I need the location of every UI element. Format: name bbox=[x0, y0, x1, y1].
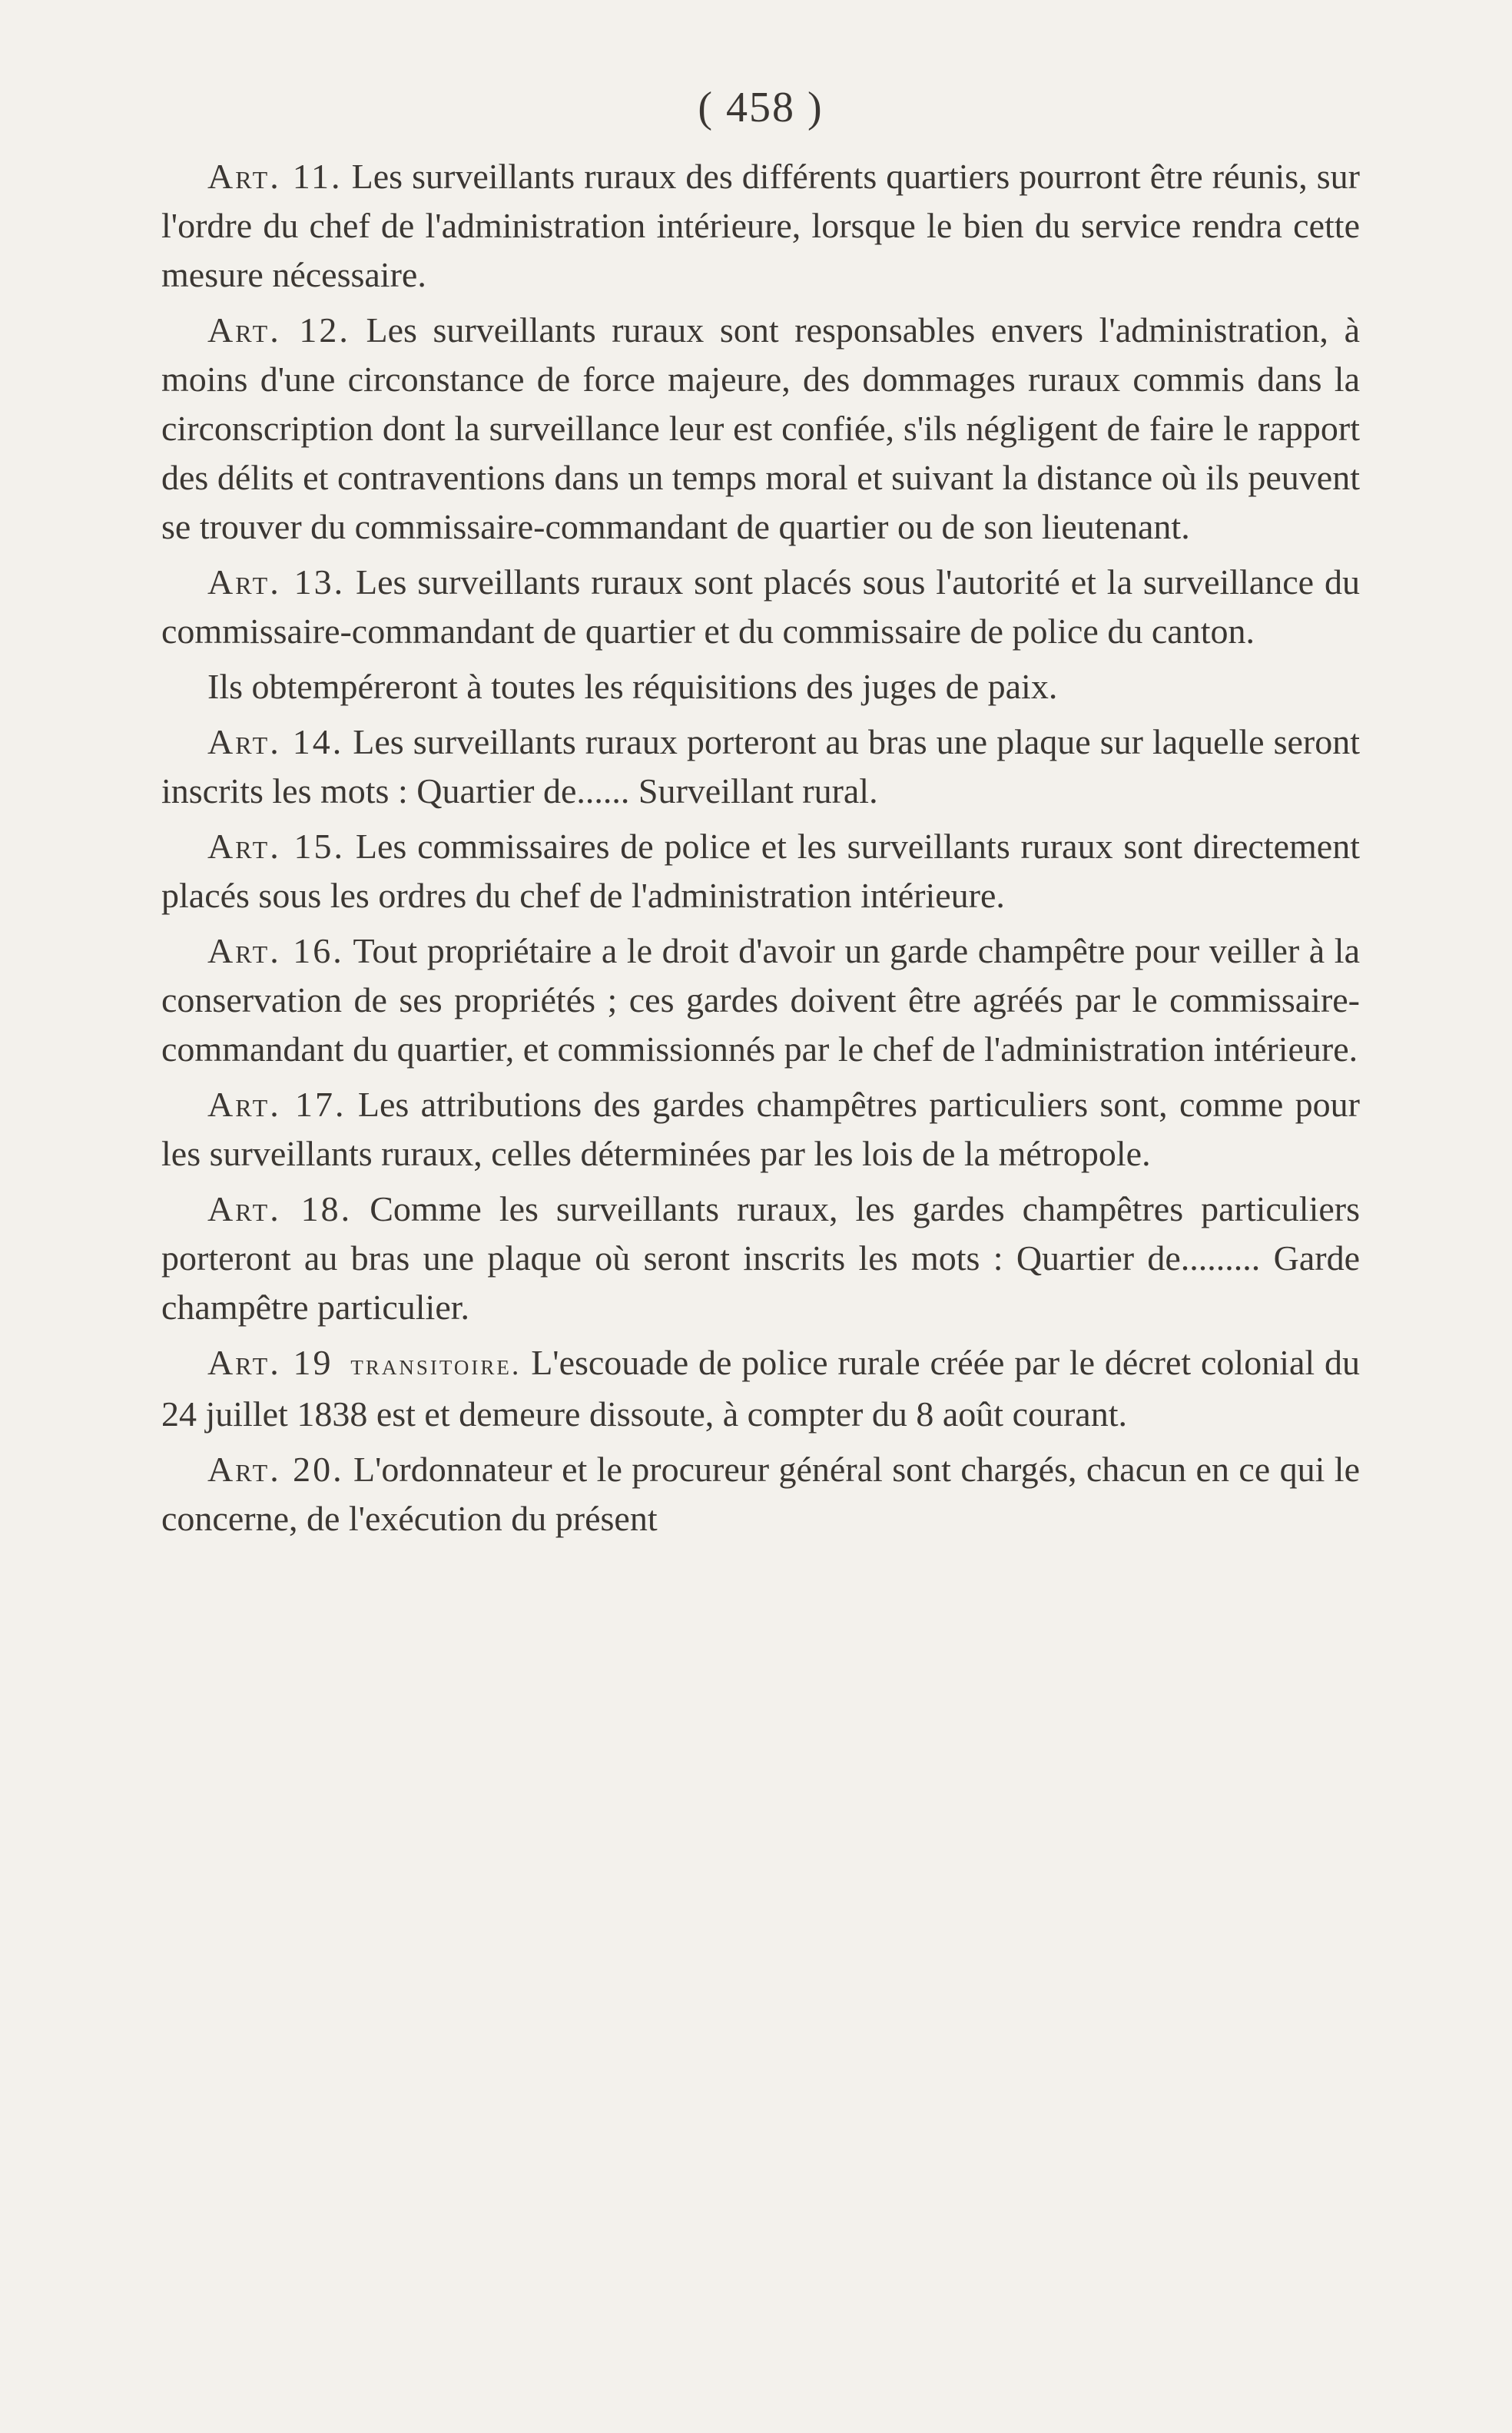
article-17 bbox=[161, 1080, 1360, 1178]
article-18 bbox=[161, 1185, 1360, 1332]
article-15 bbox=[161, 822, 1360, 920]
article-label: Art. 12. bbox=[207, 310, 350, 350]
article-13-continuation bbox=[161, 662, 1360, 711]
article-text: Tout propriétaire a le droit d'avoir un garde champêtre pour veiller à la conservation de ses propriétés ; ces gardes doivent être agréés par le commissaire-commandant du quartier, et commissionnés par le chef de l'administration intérieure. bbox=[161, 931, 1360, 1069]
article-label: Art. 15. bbox=[207, 827, 346, 866]
article-16 bbox=[161, 926, 1360, 1074]
article-text: Les surveillants ruraux sont responsables envers l'administration, à moins d'une circonstance de force majeure, des dommages ruraux commis dans la circonscription dont la surveillance leur est confiée, s'ils négligent de faire le rapport des délits et contraventions dans un temps moral et suivant la distance où ils peuvent se trouver du commissaire-commandant de quartier ou de son lieutenant. bbox=[161, 310, 1360, 546]
article-text: Comme les surveillants ruraux, les gardes champêtres particuliers porteront au bras une plaque où seront inscrits les mots : Quartier de......... Garde champêtre particulier. bbox=[161, 1189, 1361, 1327]
article-text: L'escouade de police rurale créée par le décret colonial du 24 juillet 1838 est et demeure dissoute, à compter du 8 août courant. bbox=[161, 1343, 1361, 1434]
article-12 bbox=[161, 306, 1360, 552]
article-text: Les surveillants ruraux porteront au bras une plaque sur laquelle seront inscrits les mots : Quartier de...... Surveillant rural. bbox=[161, 722, 1360, 810]
article-label: Art. 16. bbox=[207, 931, 344, 970]
article-text: L'ordonnateur et le procureur général sont chargés, chacun en ce qui le concerne, de l'exécution du présent bbox=[161, 1450, 1360, 1538]
article-label: Art. 20. bbox=[207, 1450, 344, 1489]
article-11 bbox=[161, 152, 1360, 300]
article-label: Art. 14. bbox=[207, 722, 344, 761]
article-19 bbox=[161, 1338, 1360, 1439]
article-label: Art. 18. bbox=[207, 1189, 353, 1228]
article-label: Art. 17. bbox=[207, 1085, 346, 1124]
article-13 bbox=[161, 558, 1360, 656]
article-20 bbox=[161, 1445, 1360, 1543]
article-text: Les attributions des gardes champêtres particuliers sont, comme pour les surveillants ruraux, celles déterminées par les lois de la métropole. bbox=[161, 1085, 1360, 1173]
article-label: Art. 19 bbox=[207, 1343, 333, 1382]
article-text: Les surveillants ruraux sont placés sous l'autorité et la surveillance du commissaire-commandant de quartier et du commissaire de police du canton. bbox=[161, 562, 1360, 651]
article-label: Art. 13. bbox=[207, 562, 346, 602]
article-transitoire-label: transitoire. bbox=[350, 1349, 522, 1381]
article-text: Les surveillants ruraux des différents quartiers pourront être réunis, sur l'ordre du chef de l'administration intérieure, lorsque le bien du service rendra cette mesure nécessaire. bbox=[161, 157, 1360, 294]
paragraph-text: Ils obtempéreront à toutes les réquisitions des juges de paix. bbox=[207, 667, 1058, 706]
article-text: Les commissaires de police et les surveillants ruraux sont directement placés sous les ordres du chef de l'administration intérieure. bbox=[161, 827, 1361, 915]
article-label: Art. 11. bbox=[207, 157, 343, 196]
article-14 bbox=[161, 718, 1360, 816]
document-page bbox=[161, 77, 1360, 1550]
page-number: ( 458 ) bbox=[698, 84, 824, 131]
